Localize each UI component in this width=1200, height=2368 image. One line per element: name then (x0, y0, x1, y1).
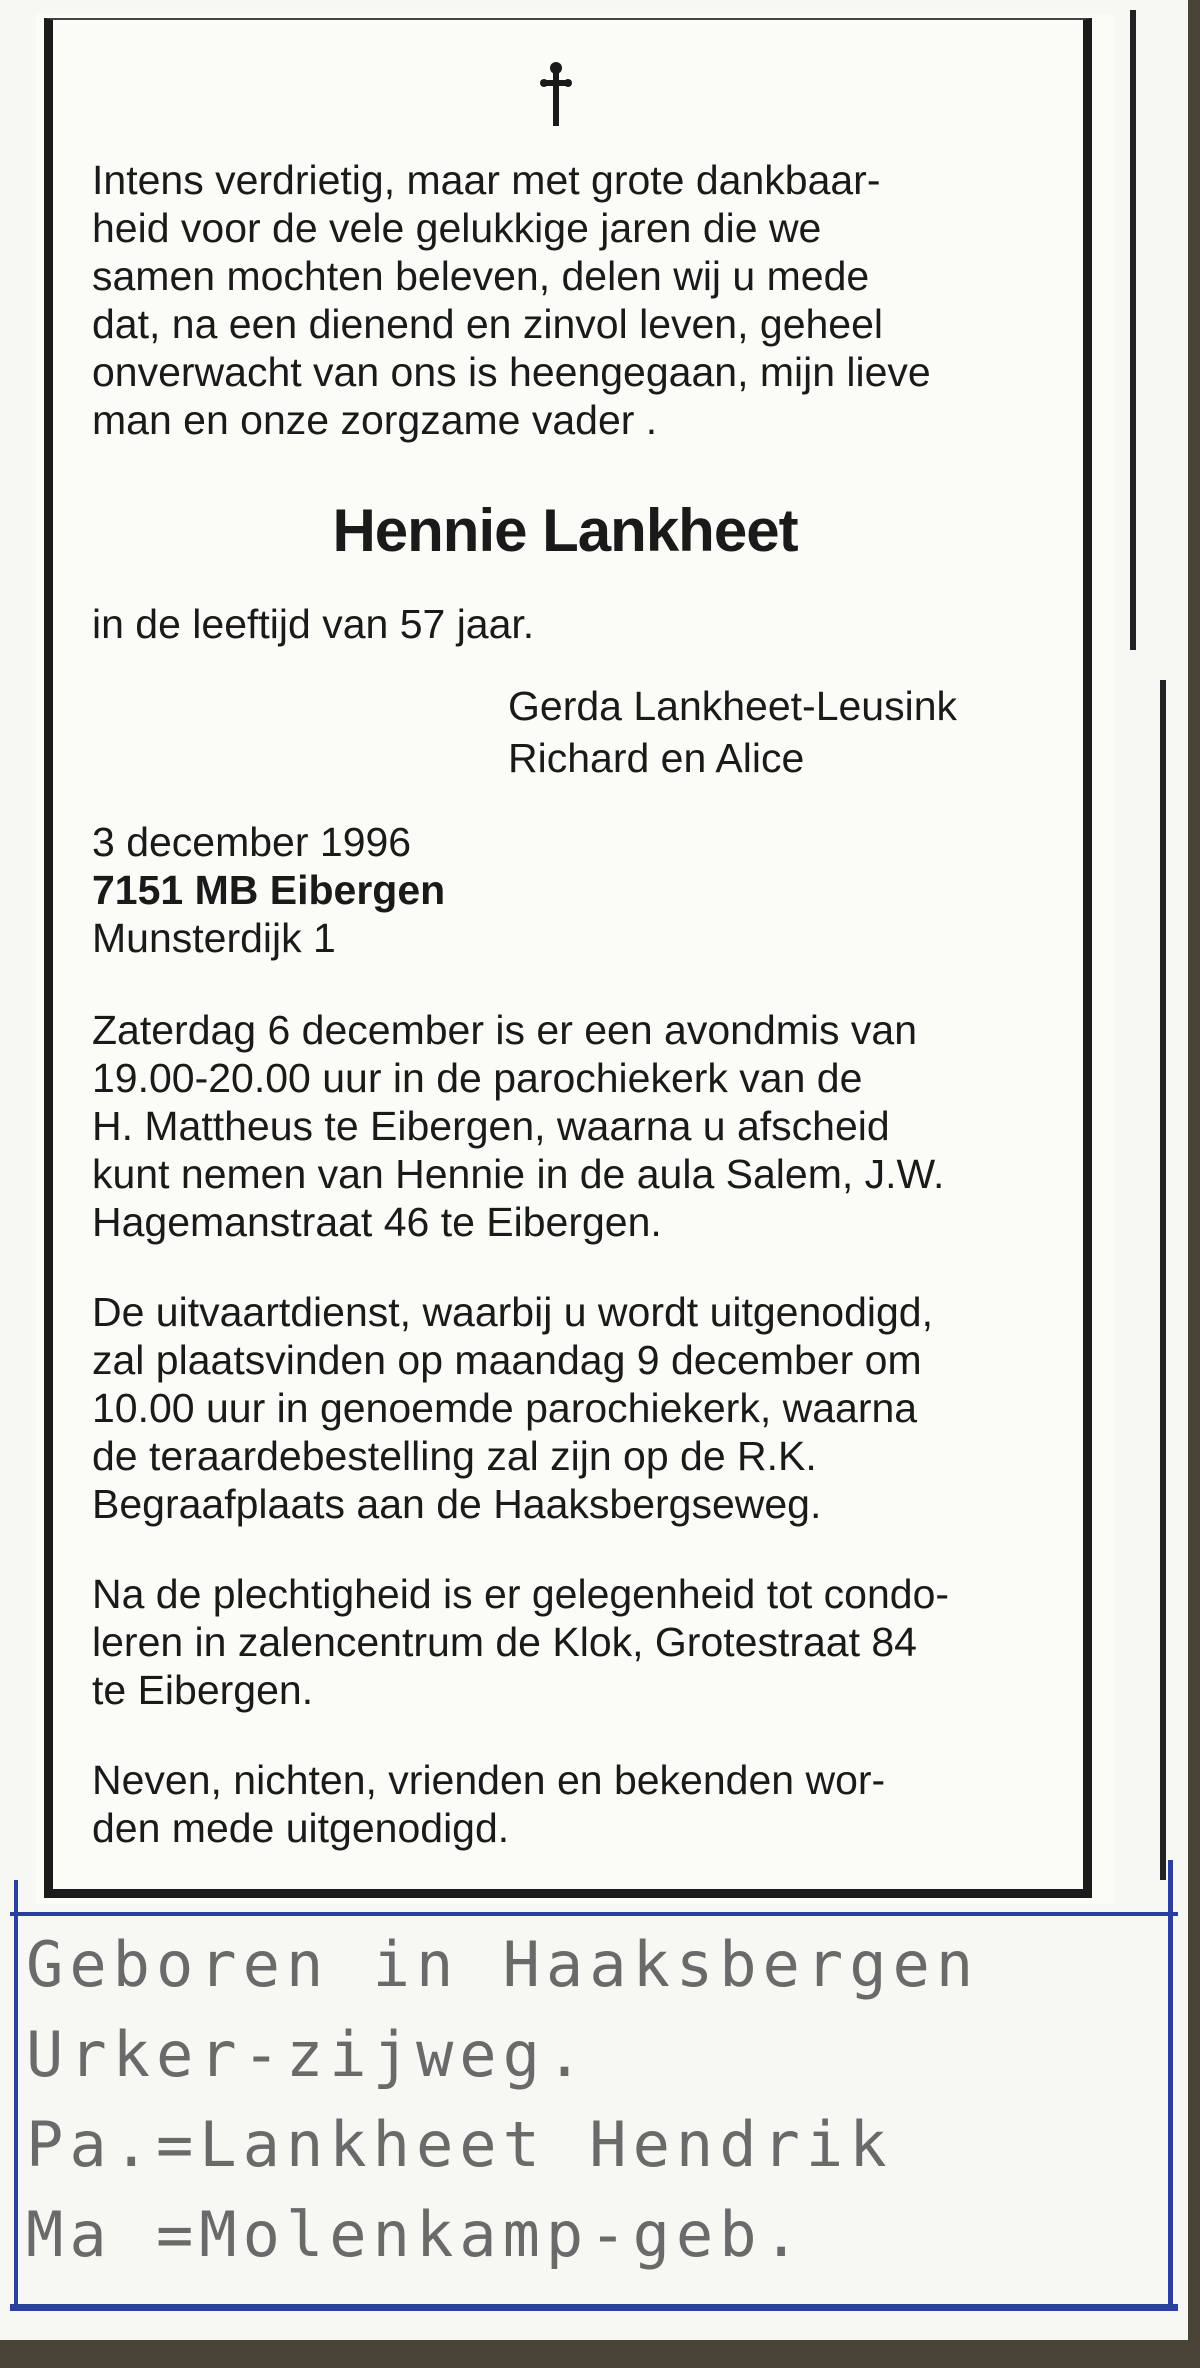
invite-paragraph (92, 1756, 1042, 1852)
condolence-paragraph (92, 1570, 1042, 1714)
mass-line: Hagemanstraat 46 te Eibergen. (92, 1199, 662, 1245)
postcode-city: 7151 MB Eibergen (92, 867, 446, 913)
side-rule-lower (1160, 680, 1166, 1880)
mass-line: 19.00-20.00 uur in de parochiekerk van de (92, 1055, 863, 1101)
notice-date: 3 december 1996 (92, 819, 412, 865)
mass-line: H. Mattheus te Eibergen, waarna u afscheid (92, 1103, 890, 1149)
signatory: Richard en Alice (508, 735, 805, 781)
intro-line: samen mochten beleven, delen wij u mede (92, 253, 870, 299)
deceased-name: Hennie Lankheet (332, 497, 798, 564)
typed-line: Urker-zijweg. (26, 2018, 590, 2091)
street-address: Munsterdijk 1 (92, 915, 336, 961)
typewritten-note (26, 1920, 1176, 2280)
funeral-line: De uitvaartdienst, waarbij u wordt uitgenodigd, (92, 1289, 933, 1335)
blue-line-bottom (10, 2304, 1178, 2311)
intro-line: man en onze zorgzame vader . (92, 397, 658, 443)
side-rule-upper (1130, 10, 1136, 650)
typed-line: Pa.=Lankheet Hendrik (26, 2108, 893, 2181)
funeral-line: de teraardebestelling zal zijn op de R.K. (92, 1433, 817, 1479)
age-line: in de leeftijd van 57 jaar. (92, 601, 535, 647)
intro-line: onverwacht van ons is heengegaan, mijn lieve (92, 349, 931, 395)
funeral-line: zal plaatsvinden op maandag 9 december om (92, 1337, 922, 1383)
address-block (92, 818, 1042, 962)
typed-line: Geboren in Haaksbergen (26, 1928, 980, 2001)
intro-line: dat, na een dienend en zinvol leven, geheel (92, 301, 884, 347)
invite-line: Neven, nichten, vrienden en bekenden wor- (92, 1757, 886, 1803)
funeral-paragraph (92, 1288, 1042, 1528)
blue-line-top (10, 1912, 1178, 1916)
cross-icon (536, 60, 576, 130)
signatories (508, 680, 957, 784)
blue-line-left (14, 1880, 18, 2310)
mass-line: kunt nemen van Hennie in de aula Salem, J.W. (92, 1151, 945, 1197)
condolence-line: Na de plechtigheid is er gelegenheid tot condo- (92, 1571, 950, 1617)
typed-line: Ma =Molenkamp-geb. (26, 2198, 806, 2271)
funeral-line: 10.00 uur in genoemde parochiekerk, waarna (92, 1385, 918, 1431)
condolence-line: te Eibergen. (92, 1667, 314, 1713)
mass-line: Zaterdag 6 december is er een avondmis van (92, 1007, 918, 1053)
intro-line: heid voor de vele gelukkige jaren die we (92, 205, 822, 251)
mass-paragraph (92, 1006, 1042, 1246)
funeral-line: Begraafplaats aan de Haaksbergseweg. (92, 1481, 822, 1527)
signatory: Gerda Lankheet-Leusink (508, 683, 958, 729)
invite-line: den mede uitgenodigd. (92, 1805, 510, 1851)
intro-line: Intens verdrietig, maar met grote dankbaar- (92, 157, 881, 203)
intro-paragraph (92, 156, 1042, 444)
condolence-line: leren in zalencentrum de Klok, Grotestraat 84 (92, 1619, 917, 1665)
